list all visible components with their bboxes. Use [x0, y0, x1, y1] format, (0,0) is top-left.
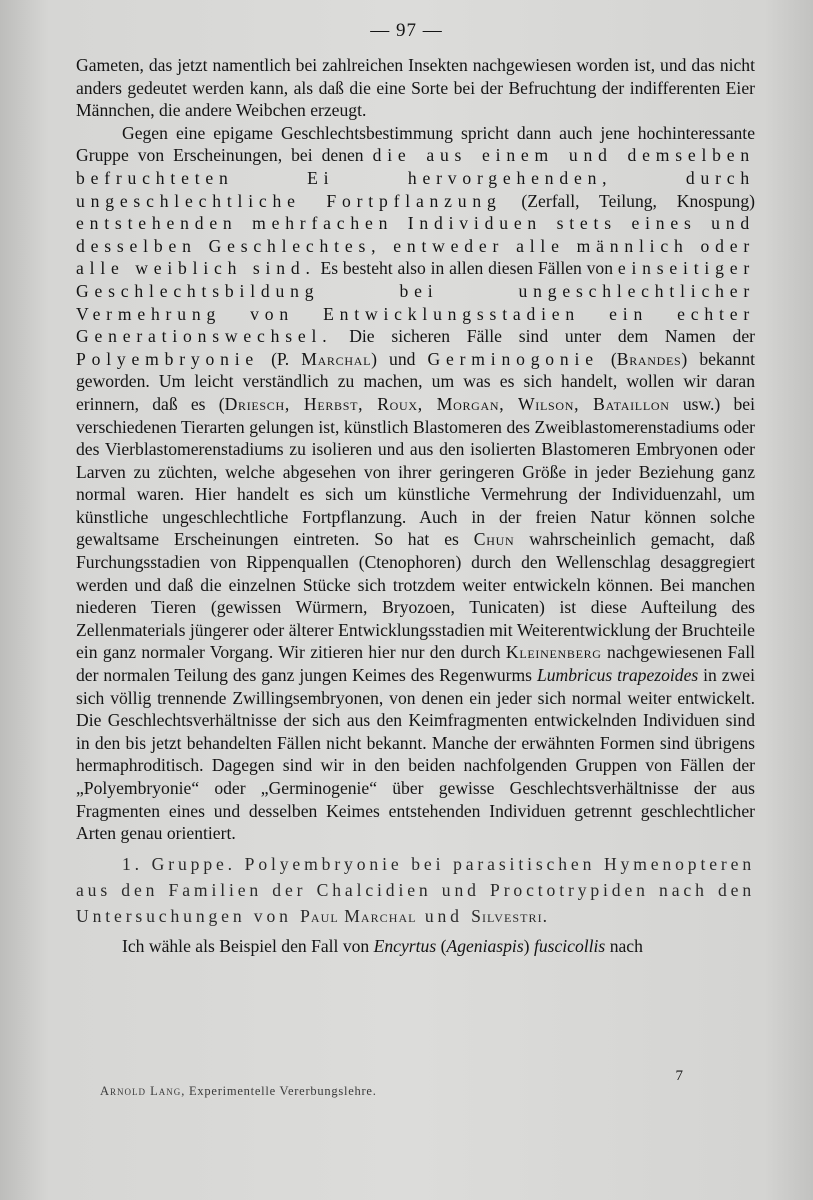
species-name: Lumbricus trapezoides — [536, 665, 699, 686]
footer-author: Arnold Lang — [100, 1084, 182, 1098]
text-run: nach — [605, 935, 643, 956]
footer-line — [100, 1084, 377, 1099]
emphasis-spaced: einseitiger Geschlechtsbildung bei ungeschlechtlicher Vermehrung von Entwicklungsstadien ein echter Generationswechsel. — [76, 258, 755, 347]
text-run: ) — [523, 935, 534, 956]
text-run: Es besteht also in allen diesen Fällen von — [315, 258, 618, 279]
emphasis-spaced: entstehenden mehrfachen Individuen stets eines und desselben Geschlechtes, entweder alle männlich oder alle weiblich sind. — [76, 213, 755, 279]
term-germinogonie: Germinogonie — [427, 348, 599, 369]
author-name: Marchal — [301, 348, 372, 369]
text-run: Die sicheren Fälle sind unter dem Namen der — [332, 326, 755, 347]
emphasis-spaced: die aus einem und demselben befruchteten Ei hervorgehenden, durch ungeschlechtliche Fortpflanzung — [76, 145, 755, 211]
text-run: ( — [436, 935, 447, 956]
text-run: . — [542, 905, 551, 926]
page-number: — 97 — — [370, 20, 443, 41]
author-names: Driesch, Herbst, Roux, Morgan, Wilson, Bataillon — [224, 393, 670, 414]
author-name: Paul Marchal — [300, 905, 417, 926]
author-name: Chun — [473, 529, 515, 550]
genus-name: Encyrtus — [373, 935, 437, 956]
text-run: und — [416, 905, 472, 926]
paragraph-1: Gameten, das jetzt namentlich bei zahlreichen Insekten nachgewiesen worden ist, und das nicht anders gedeutet werden kann, als daß die eine Sorte bei der Befruchtung der indifferenten Eier Männchen, die andere Weibchen erzeugt. — [76, 55, 755, 121]
body-text — [76, 54, 755, 957]
text-run: (Zerfall, Teilung, Knospung) — [501, 190, 755, 211]
text-run: ) und — [371, 348, 428, 369]
subgenus-name: Ageniaspis — [446, 935, 524, 956]
author-name: Silvestri — [471, 905, 543, 926]
text-run: (P. — [259, 348, 302, 369]
term-polyembryonie: Polyembryonie — [76, 348, 260, 369]
text-run: Ich wähle als Beispiel den Fall von — [122, 935, 374, 956]
group-heading — [76, 851, 755, 929]
signature-number: 7 — [675, 1068, 683, 1084]
footer-title: Experimentelle Vererbungslehre. — [189, 1084, 377, 1098]
text-run: nachgewiesenen Fall der normalen Teilung des ganz jungen Keimes des Regenwurms — [76, 642, 755, 686]
author-name: Kleinenberg — [505, 642, 602, 663]
text-run: ) bekannt geworden. Um leicht verständlich zu machen, um was es sich handelt, wollen wir daran erinnern, daß es ( — [76, 348, 756, 414]
species-epithet: fuscicollis — [533, 935, 606, 956]
paragraph-3 — [76, 935, 755, 958]
footer-separator: , — [181, 1084, 190, 1098]
text-run: ( — [598, 348, 617, 369]
text-run: 1. Gruppe. Polyembryonie bei parasitischen Hymenopteren aus den Familien der Chalcidien und Proctotrypiden nach den Untersuchungen von — [76, 853, 755, 926]
author-name: Brandes — [616, 348, 682, 369]
text-run: usw.) bei verschiedenen Tierarten gelungen ist, künstlich Blastomeren des Zweiblastomerenstadiums oder des Vierblastomerenstadiums zu isolieren und aus den isolierten Blastomeren Embryonen oder Larven zu züchten, welche abgesehen von ihrer geringeren Größe in jeder Beziehung ganz normal waren. Hier handelt es sich um künstliche Vermehrung der Individuenzahl, um künstliche ungeschlechtliche Fortpflanzung. Auch in der freien Natur können solche gewaltsame Erscheinungen eintreten. So hat es — [76, 393, 755, 550]
paragraph-2 — [76, 122, 755, 845]
text-run: wahrscheinlich gemacht, daß Furchungsstadien von Rippenquallen (Ctenophoren) durch den Wellenschlag desaggregiert werden und daß die einzelnen Stücke sich trotzdem weiter entwickeln können. Bei manchen niederen Tieren (gewissen Würmern, Bryozoen, Tunicaten) ist diese Aufteilung des Zellenmaterials jüngerer oder älterer Entwicklungsstadien mit Weiterentwicklung der Bruchteile ein ganz normaler Vorgang. Wir zitieren hier nur den durch — [76, 529, 755, 663]
text-run: in zwei sich völlig trennende Zwillingsembryonen, von denen ein jeder sich normal weiter entwickelt. Die Geschlechtsverhältnisse der sich aus den Keimfragmenten entwickelnden Individuen sind in den bis jetzt behandelten Fällen nicht bekannt. Manche der erwähnten Formen sind übrigens hermaphroditisch. Dagegen sind wir in den beiden nachfolgenden Gruppen von Fällen der „Polyembryonie“ oder „Germinogenie“ über gewisse Geschlechtsverhältnisse der aus Fragmenten eines und desselben Keimes entstehenden Individuen getrennt geschlechtlicher Arten genau orientiert. — [76, 665, 755, 844]
text-run: Gegen eine epigame Geschlechtsbestimmung spricht dann auch jene hochinteressante Gruppe von Erscheinungen, bei denen — [76, 122, 755, 166]
